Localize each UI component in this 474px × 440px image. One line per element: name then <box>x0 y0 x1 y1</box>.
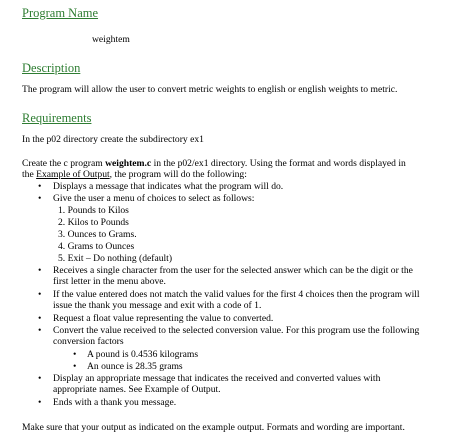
bullet-invalid-line1: If the value entered does not match the valid values for the first 4 choices then the program will <box>53 289 420 300</box>
bullet-display-line1: Display an appropriate message that indicates the received and converted values with <box>53 373 381 384</box>
description-text: The program will allow the user to convert metric weights to english or english weights to metric. <box>22 84 398 95</box>
bullet-display-line2: appropriate names. See Example of Output. <box>53 384 221 395</box>
format-post-text: , the program will do the following: <box>109 169 247 180</box>
bullet-receive-line1: Receives a single character from the user for the selected answer which can be the digit or the <box>53 265 413 276</box>
bullet-marker: • <box>38 325 42 336</box>
create-post-text: in the p02/ex1 directory. Using the format and words displayed in <box>151 158 406 169</box>
create-pre-text: Create the c program <box>22 158 106 169</box>
bullet-request-float: Request a float value representing the value to converted. <box>53 313 274 324</box>
bullet-marker: • <box>38 193 42 204</box>
bullet-marker: • <box>38 397 42 408</box>
closing-note: Make sure that your output as indicated on the example output. Formats and wording are important. <box>22 422 405 433</box>
bullet-marker: • <box>38 313 42 324</box>
sub-bullet-marker: • <box>73 349 77 360</box>
program-name-heading: Program Name <box>22 6 99 20</box>
menu-item-exit: 5. Exit – Do nothing (default) <box>58 253 173 264</box>
description-heading: Description <box>22 61 81 75</box>
program-filename: weightem.c <box>105 158 152 169</box>
menu-item-ounces-to-grams: 3. Ounces to Grams. <box>58 229 137 240</box>
bullet-marker: • <box>38 181 42 192</box>
menu-item-pounds-to-kilos: 1. Pounds to Kilos <box>58 205 129 216</box>
create-program-line <box>22 158 406 169</box>
sub-bullet-marker: • <box>73 361 77 372</box>
bullet-thank-you: Ends with a thank you message. <box>53 397 177 408</box>
example-of-output-link: Example of Output <box>36 169 110 180</box>
bullet-receive-line2: first letter in the menu above. <box>53 276 166 287</box>
bullet-display-message: Displays a message that indicates what the program will do. <box>53 181 284 192</box>
bullet-convert-line2: conversion factors <box>53 336 124 347</box>
menu-item-grams-to-ounces: 4. Grams to Ounces <box>58 241 135 252</box>
bullet-marker: • <box>38 373 42 384</box>
format-pre-text: the <box>22 169 37 180</box>
bullet-marker: • <box>38 265 42 276</box>
factor-ounce: An ounce is 28.35 grams <box>87 361 183 372</box>
bullet-convert-line1: Convert the value received to the selected conversion value. For this program use the following <box>53 325 420 336</box>
menu-item-kilos-to-pounds: 2. Kilos to Pounds <box>58 217 129 228</box>
bullet-invalid-line2: issue the thank you message and exit with a code of 1. <box>53 300 262 311</box>
bullet-marker: • <box>38 289 42 300</box>
bullet-menu-intro: Give the user a menu of choices to select as follows: <box>53 193 255 204</box>
requirements-intro: In the p02 directory create the subdirectory ex1 <box>22 134 204 145</box>
requirements-heading: Requirements <box>22 111 92 125</box>
format-line <box>22 169 247 180</box>
factor-pound: A pound is 0.4536 kilograms <box>87 349 199 360</box>
program-name-value: weightem <box>92 34 130 45</box>
